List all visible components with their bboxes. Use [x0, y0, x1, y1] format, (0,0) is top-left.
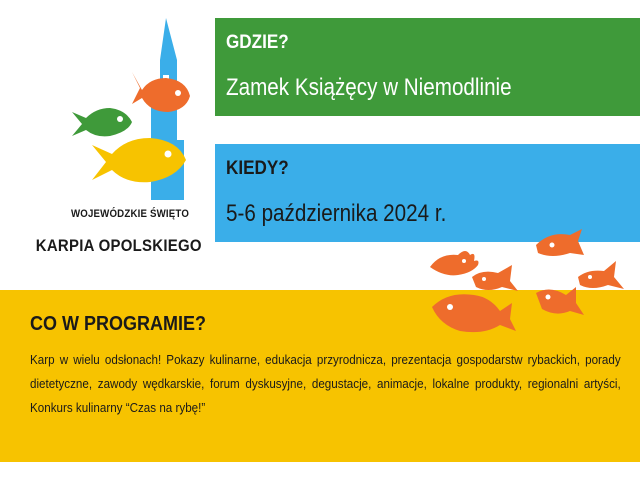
program-description: Karp w wielu odsłonach! Pokazy kulinarne, edukacja przyrodnicza, prezentacja gospodarstw rybackich, porady dietetyczne, zawody wędkarskie, forum dyskusyjne, degustacje, animacje, lokalne produkty, regionalni artyści, Konkurs kulinarny “Czas na rybę!”	[30, 352, 621, 415]
when-value: 5-6 października 2024 r.	[226, 200, 447, 227]
fish-school-decoration	[420, 225, 640, 340]
fish-icon	[578, 261, 624, 289]
logo-title-line2: KARPIA OPOLSKIEGO	[35, 236, 202, 255]
fish-icon	[536, 287, 584, 315]
fish-icon	[536, 229, 584, 256]
green-fish-icon	[72, 108, 132, 136]
where-value: Zamek Książęcy w Niemodlinie	[226, 74, 512, 101]
where-heading: GDZIE?	[226, 32, 289, 53]
fish-icon	[472, 265, 518, 291]
when-heading: KIEDY?	[226, 158, 289, 179]
program-heading: CO W PROGRAMIE?	[30, 313, 206, 335]
fish-icon	[432, 294, 516, 332]
logo-title-line1: WOJEWÓDZKIE ŚWIĘTO	[70, 208, 190, 220]
fish-icon	[430, 251, 479, 275]
where-box	[215, 18, 640, 116]
